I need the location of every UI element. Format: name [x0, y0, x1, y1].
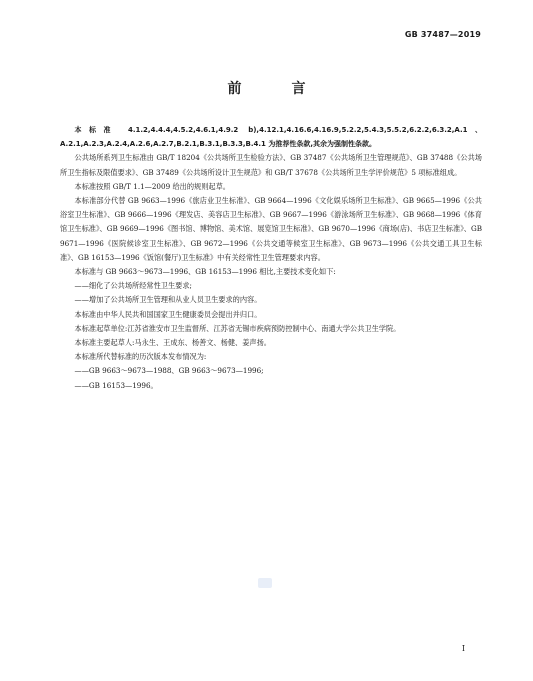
- list-item-change-2: ——增加了公共场所卫生管理和从业人员卫生要求的内容。: [74, 295, 262, 305]
- paragraph-series-composition: 公共场所系列卫生标准由 GB/T 18204《公共场所卫生检验方法》、GB 37487《公共场所卫生管理规范》、GB 37488《公共场所卫生指标及限值要求》、GB 37489《公共场所设计卫生规范》和 GB/T 37678《公共场所卫生学评价规范》5 项标准组成。: [60, 153, 482, 177]
- paragraph-technical-changes: 本标准与 GB 9663～9673—1996、GB 16153—1996 相比,主要技术变化如下:: [74, 267, 336, 277]
- list-item-edition-2: ——GB 16153—1996。: [74, 380, 158, 390]
- foreword-body: [60, 123, 482, 393]
- paragraph-previous-editions: 本标准所代替标准的历次版本发布情况为:: [74, 352, 207, 362]
- paragraph-drafters: 本标准主要起草人:马永生、王成东、杨善文、杨健、姜声扬。: [74, 338, 271, 348]
- paragraph-mandatory-clauses: 本标准 4.1.2,4.4.4,4.5.2,4.6.1,4.9.2 b),4.12.1,4.16.6,4.16.9,5.2.2,5.4.3,5.5.2,6.2.2,6.3.2,A.1、A.2.1,A.2.3,A.2.4,A.2.6,A.2.7,B.2.1,B.3.1,B.3.3,B.4.1 为推荐性条款,其余为强制性条款。: [60, 126, 482, 149]
- paragraph-drafting-rules: 本标准按照 GB/T 1.1—2009 给出的规则起草。: [74, 181, 230, 191]
- paragraph-drafting-units: 本标准起草单位:江苏省淮安市卫生监督所、江苏省无锡市疾病预防控制中心、南通大学公共卫生学院。: [74, 323, 401, 333]
- paragraph-proposed-by: 本标准由中华人民共和国国家卫生健康委员会提出并归口。: [74, 309, 262, 319]
- watermark-icon: [258, 578, 272, 588]
- list-item-change-1: ——细化了公共场所经常性卫生要求;: [74, 281, 192, 291]
- standard-code-header: GB 37487—2019: [404, 30, 481, 39]
- paragraph-replaced-standards: 本标准部分代替 GB 9663—1996《旅店业卫生标准》、GB 9664—1996《文化娱乐场所卫生标准》、GB 9665—1996《公共浴室卫生标准》、GB 9666—1996《理发店、美容店卫生标准》、GB 9667—1996《游泳场所卫生标准》、GB 9668—1996《体育馆卫生标准》、GB 9669—1996《图书馆、博物馆、美术馆、展览馆卫生标准》、GB 9670—1996《商场(店)、书店卫生标准》、GB 9671—1996《医院候诊室卫生标准》、GB 9672—1996《公共交通等候室卫生标准》、GB 9673—1996《公共交通工具卫生标准》、GB 16153—1996《饭馆(餐厅)卫生标准》中有关经常性卫生管理要求内容。: [60, 196, 482, 262]
- list-item-edition-1: ——GB 9663～9673—1988、GB 9663～9673—1996;: [74, 366, 264, 376]
- page-number: I: [461, 644, 465, 653]
- page-title: 前 言: [227, 81, 324, 97]
